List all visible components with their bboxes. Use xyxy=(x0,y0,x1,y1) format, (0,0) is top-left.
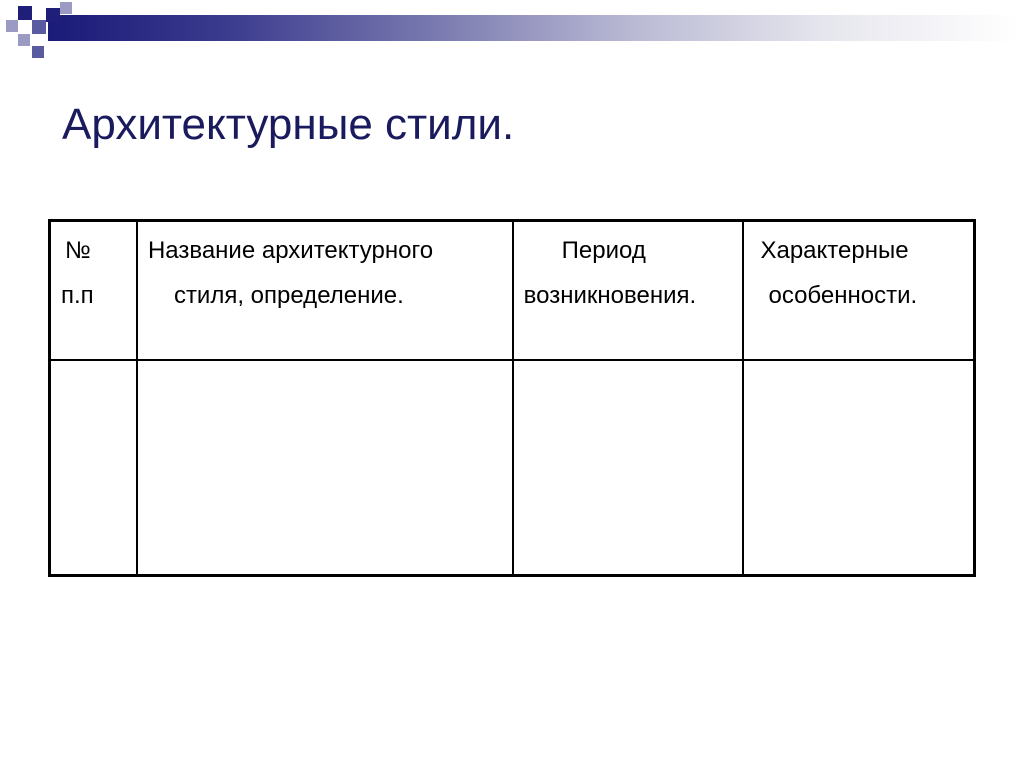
table-cell[interactable] xyxy=(50,360,137,576)
header-cell-style-name-line-1: Название архитектурного xyxy=(147,237,434,264)
header-cell-style-name-line-2: стиля, определение. xyxy=(173,282,404,309)
header-cell-number-line-1: № xyxy=(65,237,91,264)
decor-square xyxy=(32,46,44,58)
header-gradient-bar xyxy=(48,15,1020,41)
header-cell-period-line-2: возникновения. xyxy=(523,282,697,309)
header-cell-period-line-1: Период xyxy=(561,237,646,264)
header-cell-style-name xyxy=(137,221,513,361)
table-cell[interactable] xyxy=(513,360,744,576)
table-row xyxy=(50,360,975,576)
decor-square xyxy=(18,6,32,20)
decor-square xyxy=(32,20,46,34)
table-cell[interactable] xyxy=(137,360,513,576)
header-cell-features-line-1: Характерные xyxy=(760,237,909,264)
decor-square xyxy=(46,8,60,22)
header-cell-number xyxy=(50,221,137,361)
table-cell[interactable] xyxy=(743,360,974,576)
header-cell-period xyxy=(513,221,744,361)
header-cell-features xyxy=(743,221,974,361)
architecture-styles-table xyxy=(48,219,976,577)
slide-title: Архитектурные стили. xyxy=(62,100,515,149)
decor-square xyxy=(6,20,18,32)
decor-square xyxy=(60,2,72,14)
header-cell-features-line-2: особенности. xyxy=(768,282,918,309)
decor-square xyxy=(18,34,30,46)
table-header-row xyxy=(50,221,975,361)
header-cell-number-line-2: п.п xyxy=(61,282,94,309)
